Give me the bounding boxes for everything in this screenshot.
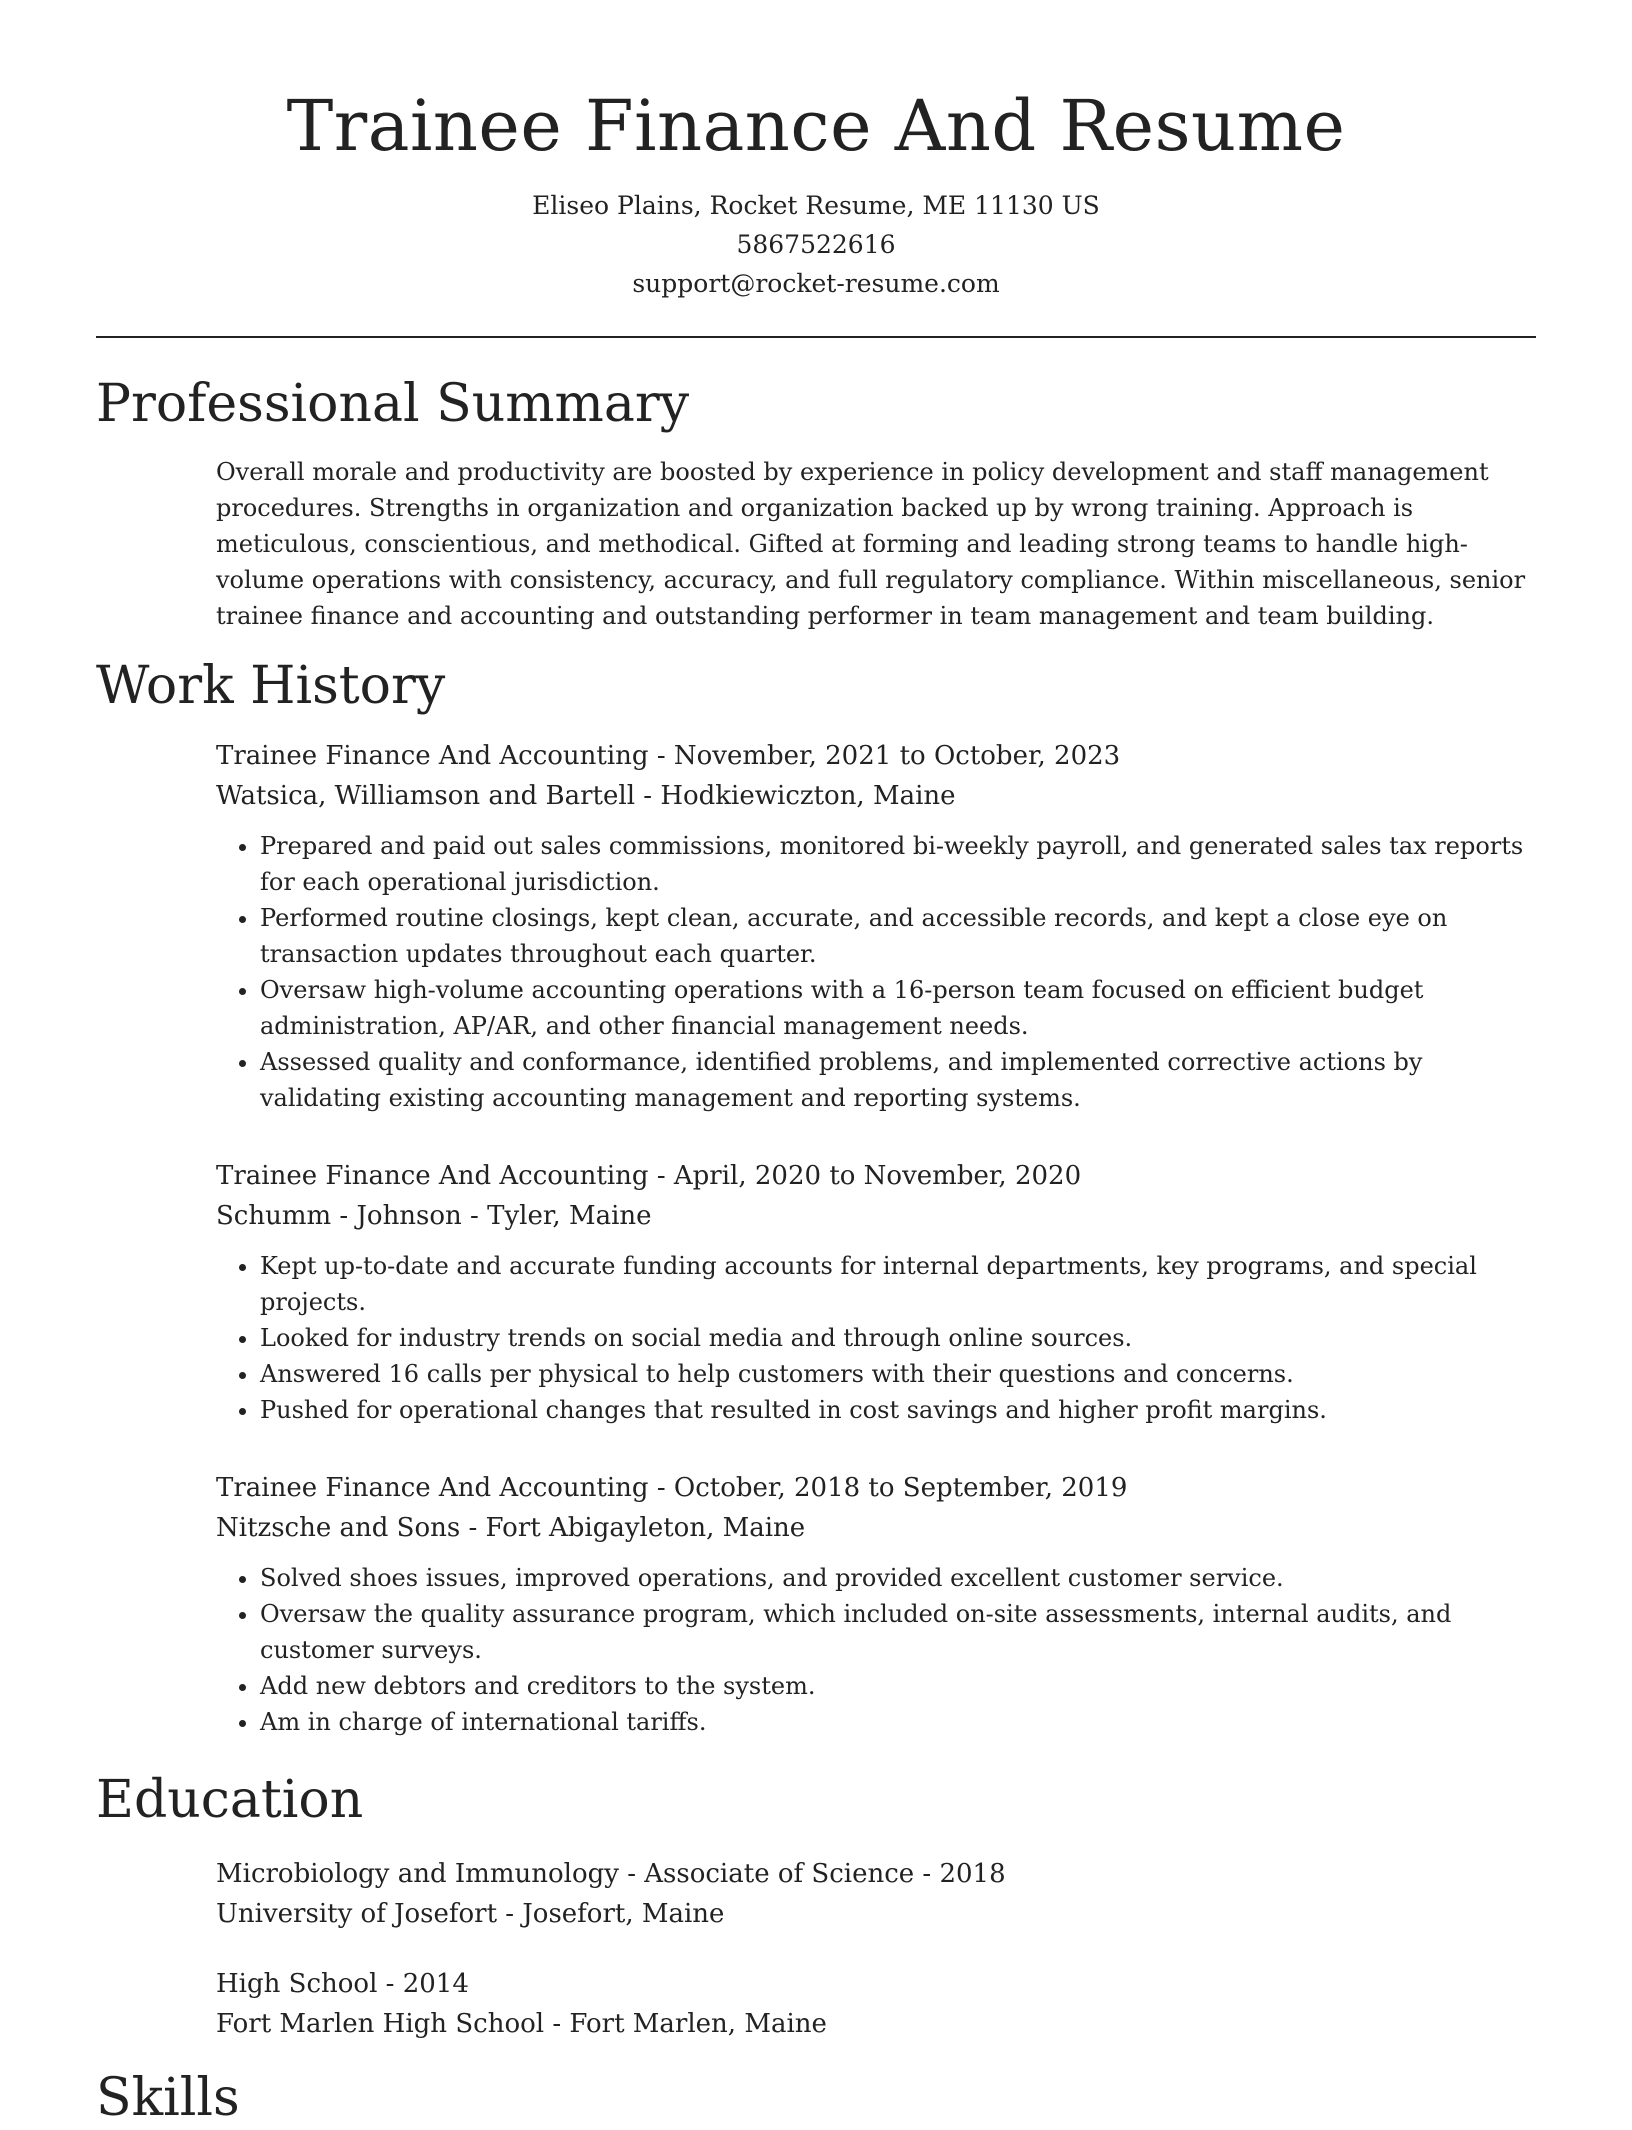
job-entry [216,1468,1536,1740]
job-bullets [216,828,1536,1116]
education-entry [216,1964,1536,2044]
job-company: Schumm - Johnson [216,1201,462,1231]
degree: Microbiology and Immunology - Associate of Science [216,1859,915,1889]
work-history-heading: Work History [96,656,446,716]
job-bullets [216,1248,1536,1428]
school-line [216,2004,1536,2044]
school-location: - Josefort, Maine [497,1899,725,1929]
job-bullet: • Oversaw the quality assurance program, which included on-site assessments, internal audits, and customer surveys. [260,1596,1536,1668]
job-bullet: • Performed routine closings, kept clean, accurate, and accessible records, and kept a close eye on transaction updates throughout each quarter. [260,900,1536,972]
resume-header [96,80,1536,303]
contact-block [96,186,1536,303]
job-location: - Hodkiewiczton, Maine [635,781,956,811]
job-bullet: • Kept up-to-date and accurate funding accounts for internal departments, key programs, and special projects. [260,1248,1536,1320]
degree-year: - 2014 [377,1969,469,1999]
school-line [216,1894,1536,1934]
job-bullet: • Add new debtors and creditors to the system. [260,1668,1536,1704]
education-entry [216,1854,1536,1934]
contact-phone: 5867522616 [736,230,896,259]
work-history-section [216,736,1536,1740]
job-dates: - November, 2021 to October, 2023 [648,741,1121,771]
job-company: Nitzsche and Sons [216,1513,461,1543]
job-role: Trainee Finance And Accounting [216,1473,649,1503]
job-bullets [216,1560,1536,1740]
degree-line [216,1854,1536,1894]
job-bullet: • Prepared and paid out sales commissions, monitored bi-weekly payroll, and generated sales tax reports for each operational jurisdiction. [260,828,1536,900]
degree: High School [216,1969,378,1999]
job-company-line [216,1508,1536,1548]
job-role: Trainee Finance And Accounting [216,1161,649,1191]
job-bullet: • Answered 16 calls per physical to help customers with their questions and concerns. [260,1356,1536,1392]
summary-heading: Professional Summary [96,374,690,434]
job-bullet: • Solved shoes issues, improved operations, and provided excellent customer service. [260,1560,1536,1596]
degree-year: - 2018 [914,1859,1006,1889]
job-location: - Tyler, Maine [461,1201,652,1231]
skills-heading: Skills [96,2068,240,2128]
job-title-line [216,1468,1536,1508]
job-title-line [216,736,1536,776]
job-role: Trainee Finance And Accounting [216,741,649,771]
job-dates: - October, 2018 to September, 2019 [648,1473,1128,1503]
job-dates: - April, 2020 to November, 2020 [648,1161,1082,1191]
job-bullet: • Pushed for operational changes that resulted in cost savings and higher profit margins. [260,1392,1536,1428]
job-bullet: • Am in charge of international tariffs. [260,1704,1536,1740]
job-bullet: • Assessed quality and conformance, identified problems, and implemented corrective actions by validating existing accounting management and reporting systems. [260,1044,1536,1116]
degree-line [216,1964,1536,2004]
school-name: Fort Marlen High School [216,2009,545,2039]
job-company: Watsica, Williamson and Bartell [216,781,636,811]
job-title-line [216,1156,1536,1196]
contact-address: Eliseo Plains, Rocket Resume, ME 11130 US [532,191,1100,220]
job-location: - Fort Abigayleton, Maine [460,1513,806,1543]
resume-name: Trainee Finance And Resume [286,85,1346,167]
job-company-line [216,776,1536,816]
summary-text: Overall morale and productivity are boosted by experience in policy development and staff management procedures. Strengths in organization and organization backed up by wrong training. Approach is meticulous, conscientious, and methodical. Gifted at forming and leading strong teams to handle high-volume operations with consistency, accuracy, and full regulatory compliance. Within miscellaneous, senior trainee finance and accounting and outstanding performer in team management and team building. [216,458,1526,630]
school-location: - Fort Marlen, Maine [544,2009,827,2039]
contact-email: support@rocket-resume.com [632,269,1000,298]
job-bullet: • Oversaw high-volume accounting operations with a 16-person team focused on efficient budget administration, AP/AR, and other financial management needs. [260,972,1536,1044]
education-section [216,1854,1536,2044]
summary-section [216,454,1536,634]
header-divider [96,336,1536,338]
job-bullet: • Looked for industry trends on social media and through online sources. [260,1320,1536,1356]
job-entry [216,1156,1536,1428]
job-company-line [216,1196,1536,1236]
job-entry [216,736,1536,1116]
school-name: University of Josefort [216,1899,498,1929]
education-heading: Education [96,1770,364,1830]
